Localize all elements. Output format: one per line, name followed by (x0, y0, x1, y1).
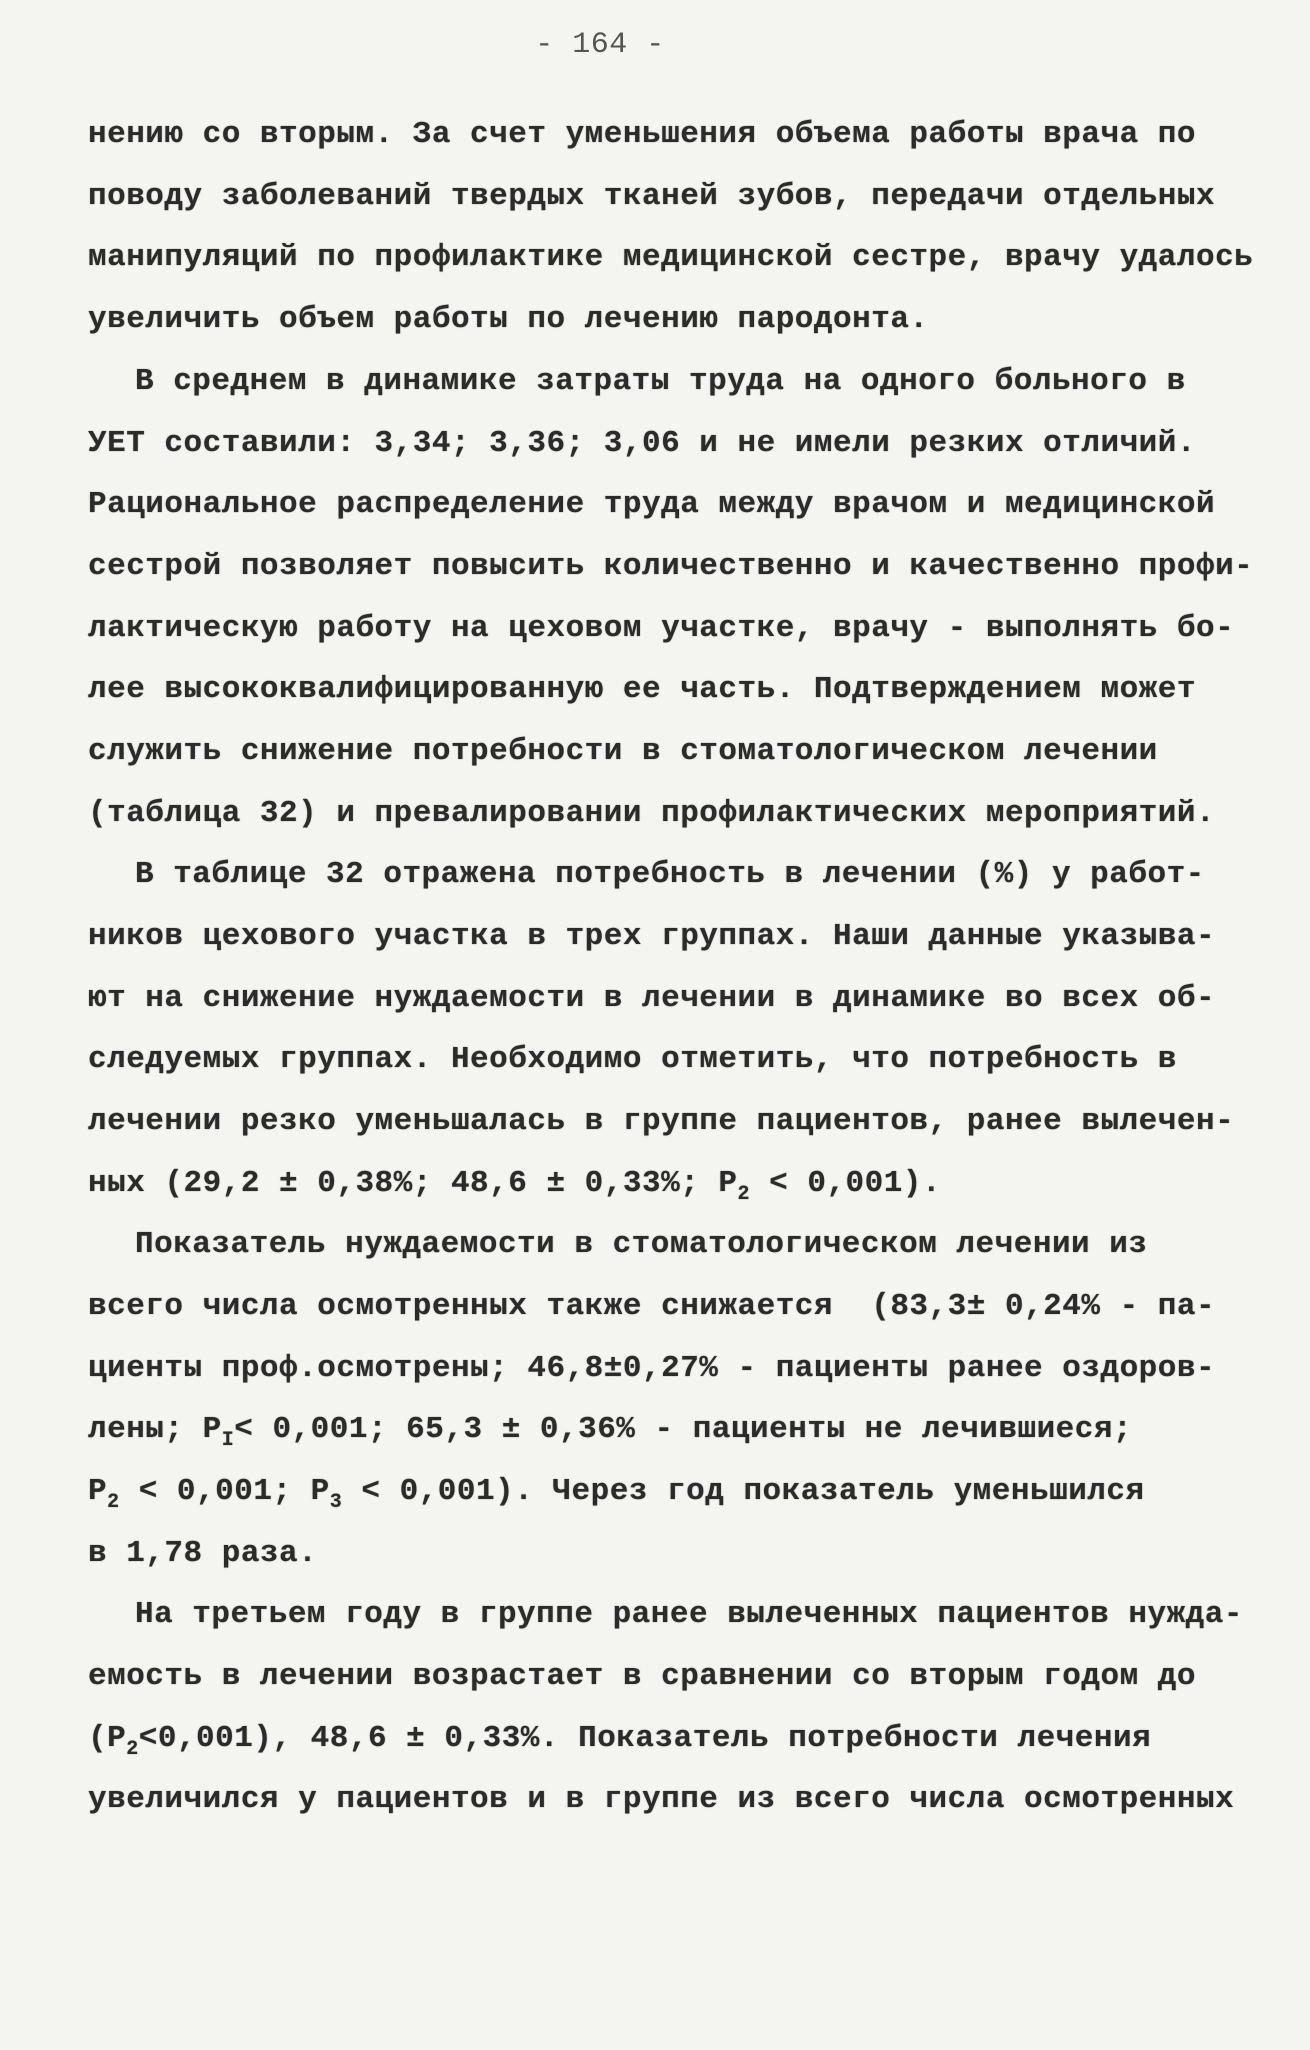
text-line: всего числа осмотренных также снижается (83,3± 0,24% - па- (88, 1289, 1216, 1324)
text-line: поводу заболеваний твердых тканей зубов, передачи отдельных (88, 179, 1216, 214)
text-line: Показатель нуждаемости в стоматологическом лечении из (135, 1227, 1148, 1262)
text-line: в 1,78 раза. (88, 1536, 318, 1571)
text-line (88, 1164, 941, 1215)
page-number: - 164 - (535, 28, 665, 62)
text-run: P (88, 1474, 108, 1509)
text-run: ных (29,2 ± 0,38%; 48,6 ± 0,33%; P (88, 1166, 738, 1201)
text-run: лены; P (88, 1412, 222, 1447)
subscript: I (221, 1429, 235, 1452)
text-line: лее высококвалифицированную ее часть. Подтверждением может (88, 672, 1196, 707)
text-run: < 0,001). (750, 1166, 942, 1201)
text-run: < 0,001). Через год показатель уменьшился (342, 1474, 1145, 1509)
text-run: < 0,001; 65,3 ± 0,36% - пациенты не лечившиеся; (234, 1412, 1133, 1447)
text-line (88, 1472, 1145, 1523)
text-run: < 0,001; P (119, 1474, 330, 1509)
text-line: сестрой позволяет повысить количественно и качественно профи- (88, 549, 1254, 584)
text-line (88, 1410, 1132, 1461)
text-line: ют на снижение нуждаемости в лечении в динамике во всех об- (88, 981, 1216, 1016)
subscript: 2 (107, 1491, 120, 1514)
subscript: 2 (737, 1183, 751, 1206)
text-line: УЕТ составили: 3,34; 3,36; 3,06 и не имели резких отличий. (88, 426, 1196, 461)
text-line: Рациональное распределение труда между врачом и медицинской (88, 487, 1216, 522)
text-line: увеличился у пациентов и в группе из всего числа осмотренных (88, 1782, 1235, 1817)
text-line: нению со вторым. За счет уменьшения объема работы врача по (88, 117, 1196, 152)
subscript: 3 (329, 1491, 343, 1514)
text-line (88, 1719, 1151, 1770)
text-line: В среднем в динамике затраты труда на одного больного в (135, 364, 1186, 399)
text-line: (таблица 32) и превалировании профилактических мероприятий. (88, 796, 1216, 831)
text-line: манипуляций по профилактике медицинской сестре, врачу удалось (88, 240, 1254, 275)
text-line: циенты проф.осмотрены; 46,8±0,27% - пациенты ранее оздоров- (88, 1351, 1216, 1386)
subscript: 2 (126, 1738, 139, 1761)
text-line: ников цехового участка в трех группах. Наши данные указыва- (88, 919, 1216, 954)
text-line: емость в лечении возрастает в сравнении со вторым годом до (88, 1659, 1196, 1694)
text-line: следуемых группах. Необходимо отметить, что потребность в (88, 1042, 1177, 1077)
text-run: (P (88, 1721, 127, 1756)
text-line: На третьем году в группе ранее вылеченных пациентов нужда- (135, 1597, 1243, 1632)
text-line: лечении резко уменьшалась в группе пациентов, ранее вылечен- (88, 1104, 1235, 1139)
text-line: служить снижение потребности в стоматологическом лечении (88, 734, 1158, 769)
text-run: <0,001), 48,6 ± 0,33%. Показатель потребности лечения (138, 1721, 1152, 1756)
text-line: увеличить объем работы по лечению пародонта. (88, 302, 929, 337)
text-line: лактическую работу на цеховом участке, врачу - выполнять бо- (88, 611, 1235, 646)
text-line: В таблице 32 отражена потребность в лечении (%) у работ- (135, 857, 1205, 892)
